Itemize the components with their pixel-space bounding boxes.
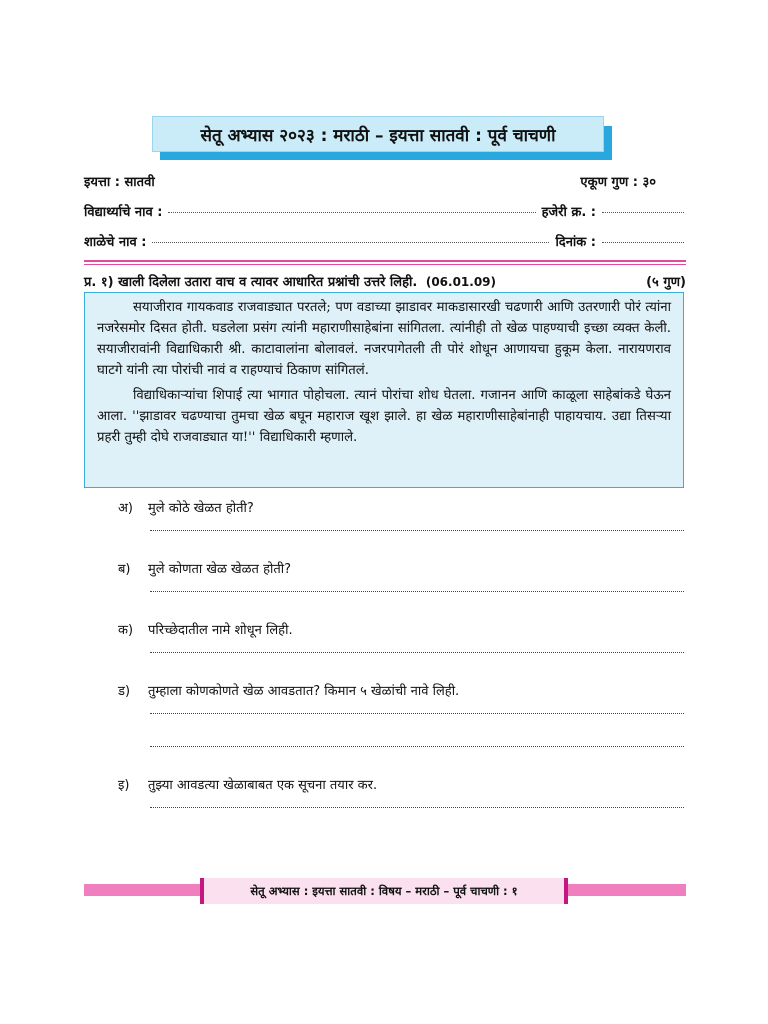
info-row-student: [84, 202, 684, 220]
date-label: दिनांक :: [555, 235, 596, 250]
sub-question: [118, 681, 686, 699]
footer-band-right: [568, 884, 686, 896]
answer-line[interactable]: [150, 591, 684, 592]
passage-paragraph: विद्याधिकाऱ्यांचा शिपाई त्या भागात पोहोचला. त्यानं पोरांचा शोध घेतला. गजानन आणि काळूला साहेबांकडे घेऊन आला. ''झाडावर चढण्याचा तुमचा खेळ बघून महाराज खूश झाले. हा खेळ महाराणीसाहेबांनाही पाहायचाय. उद्या तिसऱ्या प्रहरी तुम्ही दोघे राजवाड्यात या!'' विद्याधिकारी म्हणाले.: [97, 388, 671, 445]
sub-question-label: क): [118, 623, 134, 638]
page-footer: सेतू अभ्यास : इयत्ता सातवी : विषय – मराठी – पूर्व चाचणी : १: [200, 878, 568, 904]
sub-question-label: अ): [118, 501, 134, 516]
question-text: प्र. १) खाली दिलेला उतारा वाच व त्यावर आधारित प्रश्नांची उत्तरे लिही.: [84, 275, 418, 290]
sub-question: [118, 559, 686, 577]
sub-question-label: ड): [118, 684, 131, 699]
divider-top: [84, 260, 686, 262]
answer-line[interactable]: [150, 807, 684, 808]
sub-question-label: ब): [118, 562, 131, 577]
sub-question-text: तुम्हाला कोणकोणते खेळ आवडतात? किमान ५ खेळांची नावे लिही.: [148, 684, 460, 699]
footer-band-left: [84, 884, 200, 896]
sub-question-text: मुले कोठे खेळत होती?: [148, 501, 254, 516]
sub-question-text: मुले कोणता खेळ खेळत होती?: [148, 562, 292, 577]
sub-question-text: तुझ्या आवडत्या खेळाबाबत एक सूचना तयार कर.: [148, 778, 378, 793]
sub-question-label: इ): [118, 778, 130, 793]
info-row-class: [84, 172, 684, 190]
sub-question: [118, 498, 686, 516]
reading-passage: [84, 292, 684, 488]
learning-outcome-code: (06.01.09): [425, 275, 497, 289]
student-name-label: विद्यार्थ्याचे नाव :: [84, 205, 163, 220]
total-marks-label: एकूण गुण : ३०: [580, 175, 656, 190]
passage-paragraph: सयाजीराव गायकवाड राजवाड्यात परतले; पण वडाच्या झाडावर माकडासारखी चढणारी आणि उतरणारी पोरं त्यांना नजरेसमोर दिसत होती. घडलेला प्रसंग त्यांनी महाराणीसाहेबांना सांगितला. त्यांनीही तो खेळ पाहण्याची इच्छा व्यक्त केली. सयाजीरावांनी विद्याधिकारी श्री. काटावालांना बोलावलं. नजरपागेतली ती पोरं शोधून आणायचा हुकूम केला. नारायणराव घाटगे यांनी त्या पोरांची नावं व राहण्याचं ठिकाण सांगितलं.: [97, 300, 671, 378]
answer-line[interactable]: [150, 746, 684, 747]
school-name-field[interactable]: [152, 242, 549, 243]
roll-number-label: हजेरी क्र. :: [541, 205, 596, 220]
divider-bottom: [84, 264, 686, 265]
sub-question: [118, 620, 686, 638]
student-name-field[interactable]: [168, 212, 535, 213]
question-header: [84, 272, 686, 290]
answer-line[interactable]: [150, 652, 684, 653]
answer-line[interactable]: [150, 530, 684, 531]
question-marks: (५ गुण): [646, 275, 686, 290]
answer-line[interactable]: [150, 713, 684, 714]
title-banner: [152, 116, 612, 160]
page-title: सेतू अभ्यास २०२३ : मराठी – इयत्ता सातवी : पूर्व चाचणी: [152, 116, 604, 152]
sub-question-text: परिच्छेदातील नामे शोधून लिही.: [148, 623, 293, 638]
info-row-school: [84, 232, 684, 250]
sub-question: [118, 775, 686, 793]
date-field[interactable]: [602, 242, 684, 243]
roll-number-field[interactable]: [602, 212, 684, 213]
school-name-label: शाळेचे नाव :: [84, 235, 147, 250]
class-label: इयत्ता : सातवी: [84, 175, 155, 190]
